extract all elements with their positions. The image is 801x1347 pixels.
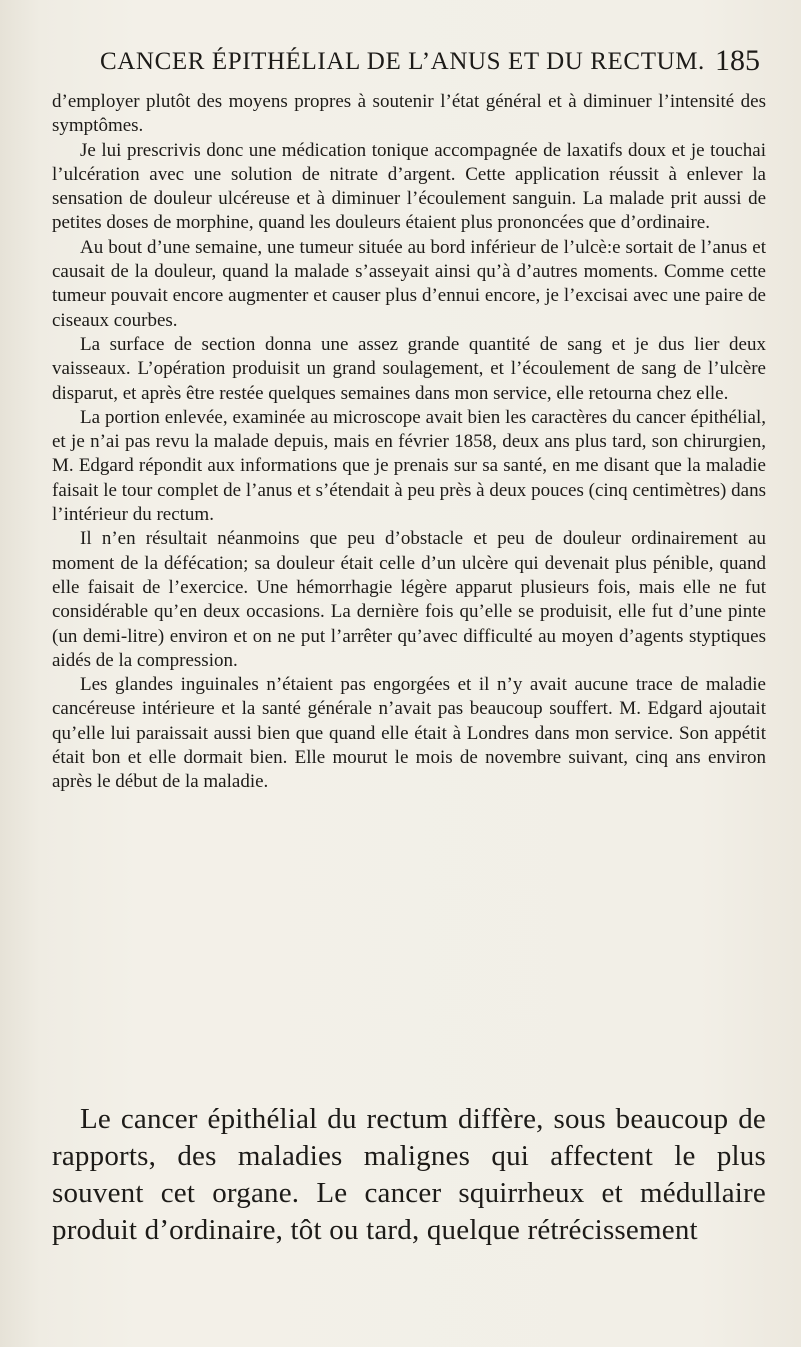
paragraph-treatment: Je lui prescrivis donc une médication tonique accompagnée de laxatifs doux et je touchai l’ulcération avec une solution de nitrate d’argent. Cette application réussit à enlever la sensation de douleur ulcéreuse et à diminuer l’écoulement sanguin. La malade prit aussi de petites doses de morphine, quand les douleurs étaient plus prononcées que d’ordinaire.: [52, 139, 766, 234]
paragraph-continuation: d’employer plutôt des moyens propres à soutenir l’état général et à diminuer l’intensité des symptômes.: [52, 91, 766, 137]
paragraph-outcome: Les glandes inguinales n’étaient pas engorgées et il n’y avait aucune trace de maladie cancéreuse intérieure et la santé générale n’avait pas beaucoup souffert. M. Edgard ajoutait qu’elle lui paraissait aussi bien que quand elle était à Londres dans mon service. Son appétit était bon et elle dormait bien. Elle mourut le mois de novembre suivant, cinq ans environ après le début de la maladie.: [52, 674, 766, 793]
paragraph-tumour-excision: Au bout d’une semaine, une tumeur située au bord inférieur de l’ulcè:e sortait de l’anus et causait de la douleur, quand la malade s’asseyait ainsi qu’à d’autres moments. Comme cette tumeur pouvait encore augmenter et causer plus d’ennui encore, je l’excisai avec une paire de ciseaux courbes.: [52, 236, 766, 331]
running-title: CANCER ÉPITHÉLIAL DE L’ANUS ET DU RECTUM.: [100, 48, 705, 75]
running-header: [100, 44, 760, 84]
section-large-text: [52, 1101, 766, 1249]
paragraph-microscope-findings: La portion enlevée, examinée au microscope avait bien les caractères du cancer épithélial, et je n’ai pas revu la malade depuis, mais en février 1858, deux ans plus tard, son chirurgien, M. Edgard répondit aux informations que je prenais sur sa santé, en me disant que la maladie faisait le tour complet de l’anus et s’étendait à peu près à deux pouces (cinq centimètres) dans l’intérieur du rectum.: [52, 406, 766, 526]
paragraph-operation: La surface de section donna une assez grande quantité de sang et je dus lier deux vaisseaux. L’opération produisit un grand soulagement, et l’écoulement de sang de l’ulcère disparut, et après être restée quelques semaines dans mon service, elle retourna chez elle.: [52, 333, 766, 404]
page-number: 185: [715, 44, 760, 77]
body-text: [52, 90, 766, 795]
paragraph-haemorrhage: Il n’en résultait néanmoins que peu d’obstacle et peu de douleur ordinairement au moment de la défécation; sa douleur était celle d’un ulcère qui devenait plus pénible, quand elle faisait de l’exercice. Une hémorrhagie légère apparut plusieurs fois, mais elle ne fut considérable qu’en deux occasions. La dernière fois qu’elle se produisit, elle fut d’une pinte (un demi-litre) environ et on ne put l’arrêter qu’avec difficulté au moyen d’agents styptiques aidés de la compression.: [52, 528, 766, 671]
paragraph-epithelial-cancer: Le cancer épithélial du rectum diffère, sous beaucoup de rapports, des maladies malignes qui affectent le plus souvent cet organe. Le cancer squirrheux et médullaire produit d’ordinaire, tôt ou tard, quelque rétrécissement: [52, 1103, 766, 1246]
